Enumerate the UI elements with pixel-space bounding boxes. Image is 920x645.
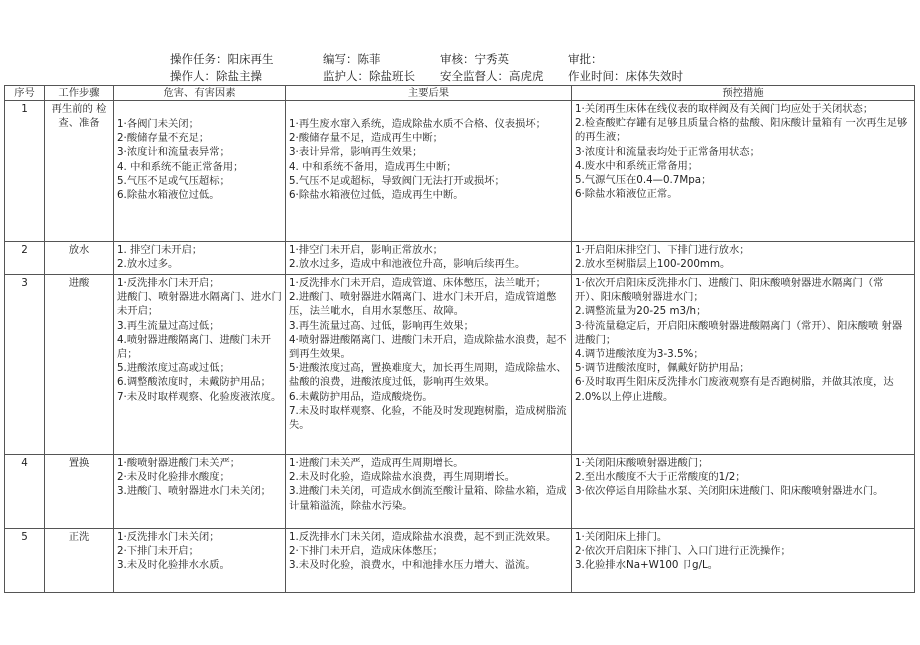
table-row (5, 242, 915, 275)
header-approver: 审批： (568, 52, 603, 66)
row-number: 2 (5, 242, 45, 275)
row-step: 放水 (45, 242, 114, 275)
row-measures (572, 455, 915, 529)
header-reviewer: 审核：宁秀英 (440, 52, 509, 66)
hazard-line: 3.进酸门、喷射器进水门未关闭； (117, 485, 271, 498)
row-measures (572, 275, 915, 455)
table-row (5, 101, 915, 242)
hazard-line: 3.再生流量过高过低； (117, 319, 220, 332)
col-header-step: 工作步骤 (45, 86, 114, 101)
measure-line: 2.至出水酸度不大于正常酸度的1/2； (575, 471, 746, 484)
hazard-line: 1·酸喷射器进酸门未关严； (117, 457, 241, 469)
row-measures (572, 101, 915, 242)
row-measures (572, 529, 915, 593)
table-row (5, 455, 915, 529)
header-author: 编写：陈菲 (323, 52, 381, 66)
consequence-line: 4·喷射器进酸隔离门、进酸门未开启，造成除盐水浪费，起不到再生效果。 (289, 333, 567, 361)
measure-line: 1·依次开启阳床反洗排水门、进酸门、阳床酸喷射器进水隔离门（常 开）、阳床酸喷射器进水门； (575, 277, 884, 304)
consequence-line: 2.放水过多，造成中和池液位升高，影响后续再生。 (289, 258, 526, 271)
measure-line: 6·及时取再生阳床反洗排水门废液观察有是否跑树脂，并做其浓度，达2.0%以上停止进酸。 (575, 376, 894, 403)
hazard-line: 2·下排门未开启； (117, 545, 199, 558)
consequence-line: 1·进酸门未关严，造成再生周期增长。 (289, 457, 464, 469)
measure-line: 3·浓度计和流量表均处于正常备用状态； (575, 145, 760, 158)
measure-line: 1·关闭再生床体在线仪表的取样阀及有关阀门均应处于关闭状态； (575, 103, 874, 115)
hazard-line: 4.喷射器进酸隔离门、进酸门未开启； (117, 333, 271, 361)
measure-line: 2.放水至树脂层上100-200mm。 (575, 258, 731, 271)
measure-line: 2.检查酸贮存罐有足够且质量合格的盐酸、阳床酸计量箱有 一次再生足够的再生液； (575, 117, 908, 144)
row-step: 进酸 (45, 275, 114, 455)
measure-line: 3·待流量稳定后，开启阳床酸喷射器进酸隔离门（常开）、阳床酸喷 射器进酸门； (575, 319, 903, 346)
measure-line: 1·关闭阳床酸喷射器进酸门； (575, 457, 709, 469)
consequence-line: 3.再生流量过高、过低，影响再生效果； (289, 319, 474, 332)
consequence-line: 3.未及时化验，浪费水，中和池排水压力增大、溢流。 (289, 559, 536, 572)
consequence-line: 6·除盐水箱液位过低，造成再生中断。 (289, 189, 464, 202)
measure-line: 3.化验排水Na+W100 卩g/L。 (575, 559, 719, 572)
row-consequences (286, 101, 572, 242)
consequence-line: 3·表计异常，影响再生效果； (289, 146, 423, 159)
consequence-line: 1·反洗排水门未开启，造成管道、床体憋压，法兰呲开； (289, 277, 546, 289)
consequence-line: 6.未戴防护用品，造成酸烧伤。 (289, 390, 433, 403)
measure-line: 5·调节进酸浓度时，佩戴好防护用品； (575, 362, 750, 375)
table-row (5, 529, 915, 593)
row-consequences (286, 242, 572, 275)
consequence-line: 5.气压不足或超标，导致阀门无法打开或损坏； (289, 174, 505, 187)
row-step: 置换 (45, 455, 114, 529)
hazard-line: 4. 中和系统不能正常备用； (117, 160, 244, 173)
row-number: 3 (5, 275, 45, 455)
consequence-line: 2.进酸门、喷射器进水隔离门、进水门未开启，造成管道憋压，法兰呲水，自用水泵憋压、故障。 (289, 291, 557, 318)
measure-line: 4.调节进酸浓度为3-3.5%； (575, 348, 704, 361)
hazard-line: 6.除盐水箱液位过低。 (117, 189, 220, 202)
hazard-line: 1. 排空门未开启； (117, 244, 203, 256)
row-hazards (114, 455, 286, 529)
hazard-line: 2·酸储存量不充足； (117, 132, 210, 145)
row-number: 1 (5, 101, 45, 242)
hazard-line: 2·未及时化验排水酸度； (117, 471, 230, 484)
col-header-hazards: 危害、有害因素 (114, 86, 286, 101)
table-row (5, 275, 915, 455)
row-number: 4 (5, 455, 45, 529)
header-guardian: 监护人：除盐班长 (323, 69, 415, 83)
hazard-line: 进酸门、喷射器进水隔离门、进水门未开启； (117, 291, 282, 318)
consequence-line: 3.进酸门未关闭，可造成水倒流至酸计量箱、除盐水箱，造成计量箱溢流，除盐水污染。 (289, 485, 567, 512)
measure-line: 2.调整流量为20-25 m3/h； (575, 305, 707, 318)
measure-line: 1·开启阳床排空门、下排门进行放水； (575, 244, 750, 256)
hazard-line: 7·未及时取样观察、化验废液浓度。 (117, 390, 282, 403)
consequence-line: 7.未及时取样观察、化验，不能及时发现跑树脂，造成树脂流失。 (289, 404, 567, 432)
row-consequences (286, 455, 572, 529)
consequence-line: 2·下排门未开启，造成床体憋压； (289, 545, 443, 558)
header-work-time: 作业时间：床体失效时 (568, 69, 683, 83)
hazard-line: 1·反洗排水门未开启； (117, 277, 220, 289)
hazard-line: 1·反洗排水门未关闭； (117, 531, 220, 543)
measure-line: 1·关闭阳床上排门。 (575, 531, 668, 543)
hazard-line: 3.未及时化验排水水质。 (117, 559, 230, 572)
consequence-line: 2.未及时化验，造成除盐水浪费，再生周期增长。 (289, 471, 516, 484)
hazard-line: 2.放水过多。 (117, 258, 179, 271)
row-step: 正洗 (45, 529, 114, 593)
row-hazards (114, 101, 286, 242)
row-consequences (286, 275, 572, 455)
col-header-consequences: 主要后果 (286, 86, 572, 101)
row-number: 5 (5, 529, 45, 593)
measure-line: 6·除盐水箱液位正常。 (575, 188, 678, 201)
consequence-line: 5·进酸浓度过高，置换难度大，加长再生周期，造成除盐水、盐酸的浪费，进酸浓度过低，影响再生效果。 (289, 362, 567, 389)
row-hazards (114, 275, 286, 455)
row-hazards (114, 529, 286, 593)
header-safety-supervisor: 安全监督人：高虎虎 (440, 69, 544, 83)
measure-line: 3·依次停运自用除盐水泵、关闭阳床进酸门、阳床酸喷射器进水门。 (575, 485, 884, 498)
consequence-line: 1.反洗排水门未关闭，造成除盐水浪费，起不到正洗效果。 (289, 531, 557, 543)
row-measures (572, 242, 915, 275)
hazard-line: 1·各阀门未关闭； (117, 118, 199, 130)
consequence-line: 1·再生废水窜入系统，造成除盐水质不合格、仪表损坏； (289, 118, 546, 130)
col-header-num: 序号 (5, 86, 45, 101)
row-step: 再生前的 检查、准备 (45, 101, 114, 242)
hazard-line: 6.调整酸浓度时，未戴防护用品； (117, 376, 271, 389)
header-operator: 操作人：除盐主操 (170, 69, 262, 83)
consequence-line: 4. 中和系统不备用，造成再生中断； (289, 160, 457, 173)
table-header-row (5, 86, 915, 101)
measure-line: 4.废水中和系统正常备用； (575, 159, 699, 172)
header-task: 操作任务：阳床再生 (170, 52, 274, 66)
measure-line: 2·依次开启阳床下排门、入口门进行正洗操作； (575, 545, 791, 558)
hazard-line: 5.气压不足或气压超标； (117, 174, 230, 187)
consequence-line: 2·酸储存量不足，造成再生中断； (289, 132, 443, 145)
consequence-line: 1·排空门未开启，影响正常放水； (289, 244, 443, 256)
col-header-measures: 预控措施 (572, 86, 915, 101)
row-hazards (114, 242, 286, 275)
measure-line: 5.气源气压在0.4—0.7Mpa； (575, 174, 712, 187)
hazard-line: 5.进酸浓度过高或过低； (117, 362, 230, 375)
row-consequences (286, 529, 572, 593)
hazard-table (4, 85, 915, 593)
hazard-line: 3·浓度计和流量表异常； (117, 146, 230, 159)
